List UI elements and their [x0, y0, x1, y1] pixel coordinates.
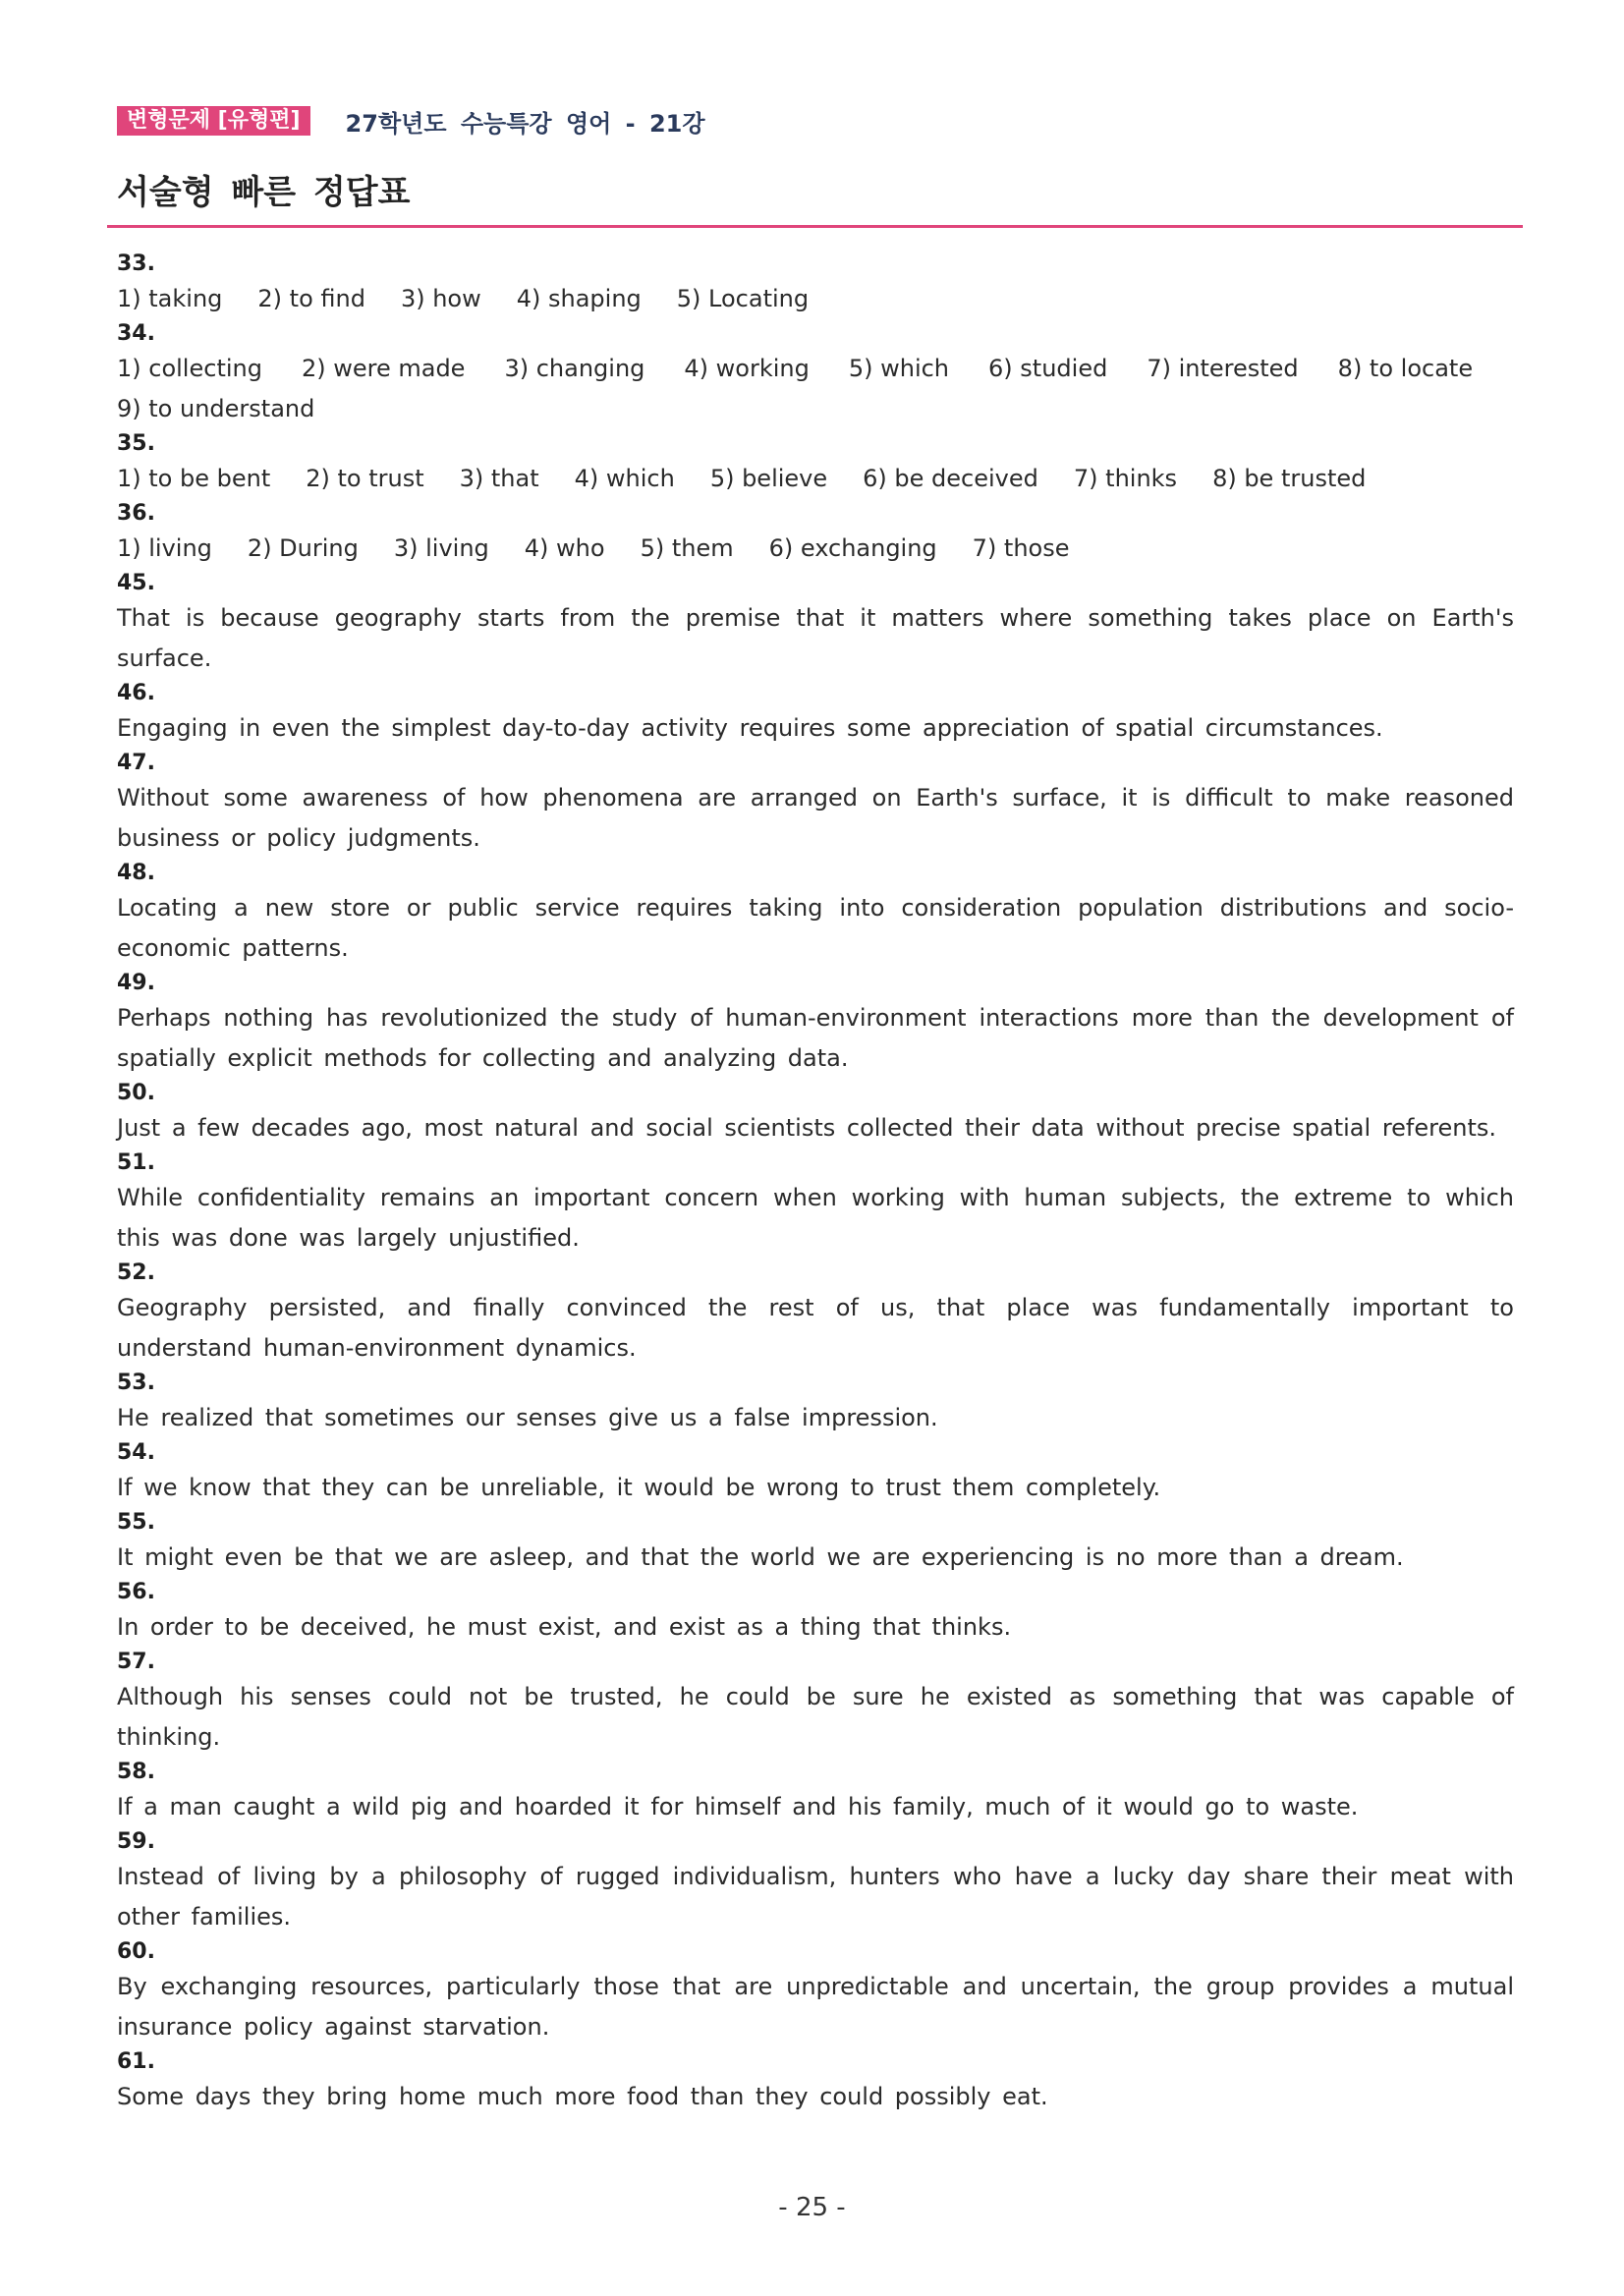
title-divider	[107, 225, 1523, 228]
answer-sentence: Locating a new store or public service requires taking into consideration population distributions and socio-economic patterns.	[117, 894, 1514, 962]
header-subtitle: 27학년도 수능특강 영어 - 21강	[345, 109, 705, 138]
item-number: 36.	[117, 501, 155, 526]
item-number: 57.	[117, 1650, 155, 1674]
option-answer: 2) were made	[301, 355, 466, 382]
item-number: 35.	[117, 431, 155, 456]
option-answer: 2) to trust	[306, 465, 424, 492]
answer-item	[117, 1827, 1514, 1937]
page-header	[117, 104, 705, 138]
answer-item	[117, 859, 1514, 969]
option-list	[117, 459, 1514, 499]
item-number: 34.	[117, 321, 155, 346]
item-number: 59.	[117, 1829, 155, 1854]
option-answer: 6) exchanging	[768, 534, 937, 562]
answer-sentence: In order to be deceived, he must exist, and exist as a thing that thinks.	[117, 1613, 1012, 1641]
item-number: 50.	[117, 1081, 155, 1105]
item-number: 46.	[117, 681, 155, 705]
answer-list	[117, 250, 1514, 2117]
answer-sentence: Although his senses could not be trusted, he could be sure he existed as something that was capable of thinking.	[117, 1683, 1514, 1751]
answer-sentence: That is because geography starts from the premise that it matters where something takes place on Earth's surface.	[117, 604, 1514, 672]
answer-sentence: Engaging in even the simplest day-to-day activity requires some appreciation of spatial circumstances.	[117, 714, 1383, 742]
answer-item	[117, 1079, 1514, 1148]
option-answer: 7) interested	[1147, 355, 1299, 382]
answer-sentence: Some days they bring home much more food than they could possibly eat.	[117, 2083, 1048, 2110]
option-answer: 7) thinks	[1073, 465, 1178, 492]
item-number: 33.	[117, 252, 155, 276]
answer-sentence: Perhaps nothing has revolutionized the study of human-environment interactions more than the development of spatially explicit methods for collecting and analyzing data.	[117, 1004, 1514, 1072]
option-list	[117, 349, 1514, 429]
option-answer: 4) shaping	[516, 285, 642, 312]
item-number: 56.	[117, 1580, 155, 1604]
option-answer: 5) believe	[709, 465, 828, 492]
option-answer: 3) changing	[504, 355, 645, 382]
answer-sentence: Without some awareness of how phenomena are arranged on Earth's surface, it is difficult to make reasoned business or policy judgments.	[117, 784, 1514, 852]
answer-sentence: If we know that they can be unreliable, it would be wrong to trust them completely.	[117, 1474, 1161, 1501]
option-answer: 9) to understand	[117, 395, 315, 422]
option-answer: 7) those	[972, 534, 1070, 562]
answer-item	[117, 749, 1514, 859]
answer-item	[117, 969, 1514, 1079]
option-answer: 1) taking	[117, 285, 223, 312]
option-list	[117, 279, 1514, 319]
item-number: 47.	[117, 751, 155, 775]
answer-item	[117, 1937, 1514, 2047]
answer-sentence: It might even be that we are asleep, and that the world we are experiencing is no more than a dream.	[117, 1543, 1404, 1571]
item-number: 55.	[117, 1510, 155, 1535]
option-answer: 2) During	[247, 534, 359, 562]
answer-item	[117, 2047, 1514, 2117]
answer-item	[117, 1148, 1514, 1259]
answer-item	[117, 569, 1514, 679]
item-number: 58.	[117, 1760, 155, 1784]
option-answer: 6) be deceived	[863, 465, 1038, 492]
item-number: 52.	[117, 1260, 155, 1285]
option-answer: 3) that	[459, 465, 539, 492]
answer-sentence: If a man caught a wild pig and hoarded it for himself and his family, much of it would go to waste.	[117, 1793, 1359, 1820]
answer-item	[117, 250, 1514, 319]
item-number: 61.	[117, 2049, 155, 2074]
option-answer: 1) to be bent	[117, 465, 271, 492]
option-answer: 8) be trusted	[1212, 465, 1367, 492]
option-answer: 1) living	[117, 534, 212, 562]
option-answer: 8) to locate	[1337, 355, 1474, 382]
answer-item	[117, 429, 1514, 499]
item-number: 60.	[117, 1939, 155, 1964]
answer-sentence: Geography persisted, and finally convinced the rest of us, that place was fundamentally important to understand human-environment dynamics.	[117, 1294, 1514, 1362]
category-tag: 변형문제 [유형편]	[117, 106, 310, 136]
item-number: 48.	[117, 861, 155, 885]
answer-item	[117, 1438, 1514, 1508]
item-number: 45.	[117, 571, 155, 595]
answer-sentence: He realized that sometimes our senses give us a false impression.	[117, 1404, 938, 1431]
answer-sentence: Instead of living by a philosophy of rugged individualism, hunters who have a lucky day share their meat with other families.	[117, 1863, 1514, 1931]
answer-item	[117, 1369, 1514, 1438]
option-answer: 4) working	[684, 355, 810, 382]
answer-item	[117, 1648, 1514, 1758]
answer-item	[117, 1578, 1514, 1648]
item-number: 49.	[117, 971, 155, 995]
answer-sentence: Just a few decades ago, most natural and social scientists collected their data without precise spatial referents.	[117, 1114, 1496, 1142]
item-number: 53.	[117, 1371, 155, 1395]
answer-item	[117, 1259, 1514, 1369]
option-answer: 2) to find	[257, 285, 365, 312]
item-number: 54.	[117, 1440, 155, 1465]
answer-item	[117, 1508, 1514, 1578]
option-answer: 4) who	[524, 534, 605, 562]
option-answer: 3) how	[400, 285, 481, 312]
option-answer: 1) collecting	[117, 355, 262, 382]
option-answer: 5) which	[848, 355, 950, 382]
answer-item	[117, 1758, 1514, 1827]
page-title: 서술형 빠른 정답표	[117, 173, 411, 212]
option-answer: 5) them	[640, 534, 734, 562]
answer-sentence: While confidentiality remains an important concern when working with human subjects, the extreme to which this was done was largely unjustified.	[117, 1184, 1514, 1252]
option-answer: 6) studied	[988, 355, 1108, 382]
option-answer: 4) which	[574, 465, 675, 492]
answer-sentence: By exchanging resources, particularly those that are unpredictable and uncertain, the group provides a mutual insurance policy against starvation.	[117, 1973, 1514, 2041]
item-number: 51.	[117, 1150, 155, 1175]
page-number: - 25 -	[778, 2193, 846, 2222]
option-answer: 3) living	[393, 534, 489, 562]
answer-item	[117, 319, 1514, 429]
option-list	[117, 529, 1514, 569]
option-answer: 5) Locating	[676, 285, 810, 312]
answer-item	[117, 679, 1514, 749]
answer-item	[117, 499, 1514, 569]
